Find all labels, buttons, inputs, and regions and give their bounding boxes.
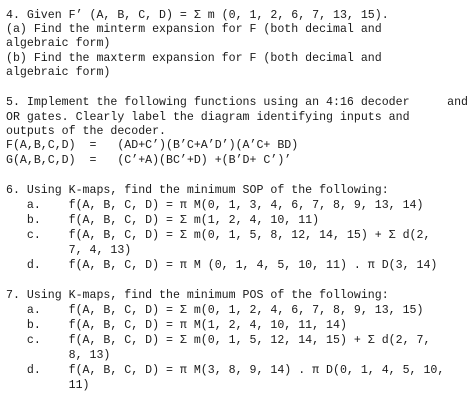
q6-item-d: d. f(A, B, C, D) = π M (0, 1, 4, 5, 10, 11) . π D(3, 14) <box>6 259 438 272</box>
q4-line-4: (b) Find the maxterm expansion for F (both decimal and <box>6 52 382 65</box>
q6-item-c: c. f(A, B, C, D) = Σ m(0, 1, 5, 8, 12, 14, 15) + Σ d(2, <box>6 229 431 242</box>
q6-line-1: 6. Using K-maps, find the minimum SOP of the following: <box>6 184 389 197</box>
q6-item-b: b. f(A, B, C, D) = Σ m(1, 2, 4, 10, 11) <box>6 214 320 227</box>
q5-line-3: outputs of the decoder. <box>6 125 167 138</box>
q4-line-2: (a) Find the minterm expansion for F (both decimal and <box>6 23 382 36</box>
q7-line-1: 7. Using K-maps, find the minimum POS of the following: <box>6 289 389 302</box>
q6-item-c-cont: 7, 4, 13) <box>6 244 132 257</box>
q5-line-1-tail: and <box>447 96 468 109</box>
q7-item-d-cont: 11) <box>6 379 90 392</box>
q5-line-1: 5. Implement the following functions using an 4:16 decoder <box>6 96 410 109</box>
q5-function-g: G(A,B,C,D) = (C’+A)(BC’+D) +(B’D+ C’)’ <box>6 154 292 167</box>
q5-line-2: OR gates. Clearly label the diagram identifying inputs and <box>6 111 410 124</box>
q7-item-b: b. f(A, B, C, D) = π M(1, 2, 4, 10, 11, 14) <box>6 319 347 332</box>
q4-line-1: 4. Given F’ (A, B, C, D) = Σ m (0, 1, 2, 6, 7, 13, 15). <box>6 9 389 22</box>
q7-item-c-cont: 8, 13) <box>6 349 111 362</box>
q7-item-c: c. f(A, B, C, D) = Σ m(0, 1, 5, 12, 14, 15) + Σ d(2, 7, <box>6 334 431 347</box>
q6-item-a: a. f(A, B, C, D) = π M(0, 1, 3, 4, 6, 7, 8, 9, 13, 14) <box>6 199 424 212</box>
q5-function-f: F(A,B,C,D) = (AD+C’)(B’C+A’D’)(A’C+ BD) <box>6 139 299 152</box>
q4-line-5: algebraic form) <box>6 66 111 79</box>
q7-item-a: a. f(A, B, C, D) = Σ m(0, 1, 2, 4, 6, 7, 8, 9, 13, 15) <box>6 304 424 317</box>
q7-item-d: d. f(A, B, C, D) = π M(3, 8, 9, 14) . π D(0, 1, 4, 5, 10, <box>6 364 445 377</box>
q4-line-3: algebraic form) <box>6 37 111 50</box>
